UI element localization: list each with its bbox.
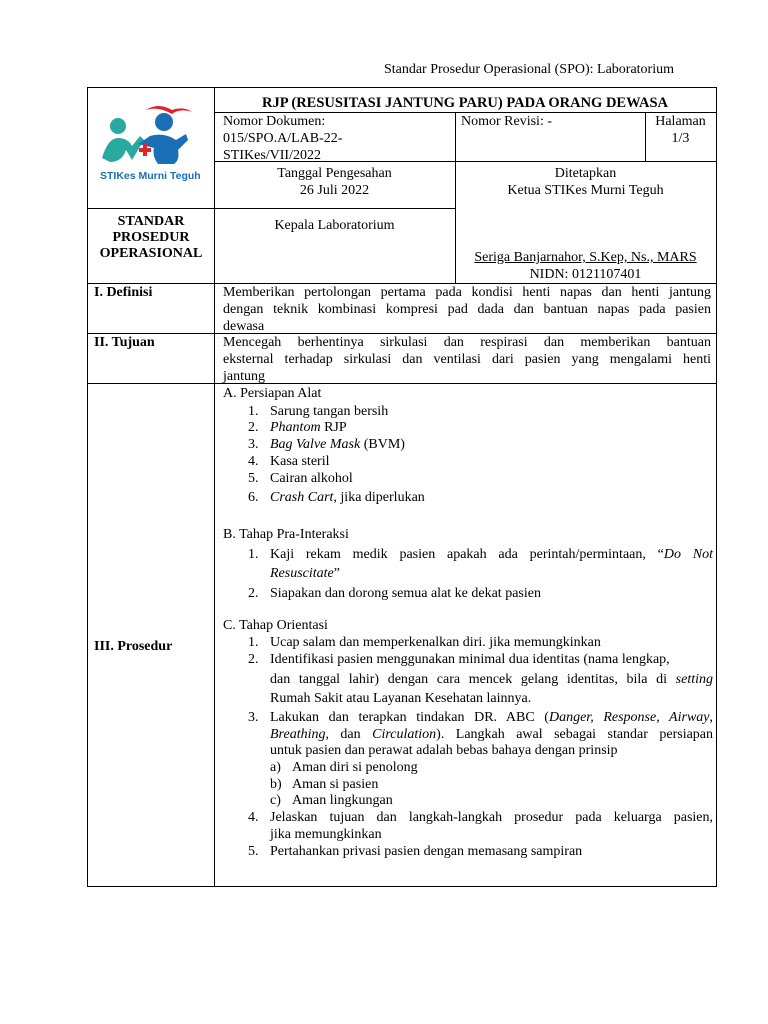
section-a-title: A. Persiapan Alat [223, 386, 322, 401]
list-item-cont: Rumah Sakit atau Layanan Kesehatan lainnya. [270, 691, 532, 706]
approval-date-value: 26 Juli 2022 [299, 183, 370, 198]
logo-text: STIKes Murni Teguh [100, 170, 201, 182]
text-line: Mencegah berhentinya sirkulasi dan respirasi dan memberikan bantuan [223, 335, 711, 350]
prosedur-content: A. Persiapan Alat 1. Sarung tangan bersih 2. Phantom RJP 3. Bag Valve Mask (BVM) 4. Kasa steril 5. Cairan alkohol 6. Crash Cart, jika diperlukan B. Tahap Pra-Interaksi 1. Kaji rekam medik pasien apakah ada perintah/permintaan, “Do Not Resuscitate” 2. Siapakan dan dorong semua alat ke dekat pasien C. Tahap Orientasi 1. Ucap salam dan memperkenalkan diri. jika memungkinkan 2. Identifikasi pasien menggunakan minimal dua identitas (nama lengkap, dan tanggal lahir) dengan cara mencek gelang identitas, bila di setting Rumah Sakit atau Layanan Kesehatan lainnya. 3. Lakukan dan terapkan tindakan DR. ABC (Danger, Response, Airway, Breathing, dan Circulation). Langkah awal sebagai standar persiapan untuk pasien dan perawat adalah bebas bahaya dengan prinsip a) Aman diri si penolong b) Aman si pasien c) Aman lingkungan 4. Jelaskan tujuan dan langkah-langkah prosedur pada keluarga pasien, jika memungkinkan 5. Pertahankan privasi pasien dengan memasang sampiran [223, 386, 714, 859]
page-value: 1/3 [671, 131, 690, 146]
signatory [455, 249, 716, 283]
text-line: dewasa [223, 319, 265, 334]
section-c-title: C. Tahap Orientasi [223, 618, 328, 633]
definisi-text [223, 284, 711, 335]
side-title [88, 214, 214, 262]
page-number [645, 113, 716, 147]
logo-people-icon [88, 88, 214, 168]
list-item-cont: dan tanggal lahir) dengan cara mencek gelang identitas, bila di setting [270, 672, 713, 687]
text-line: eksternal terhadap sirkulasi dan ventilasi dari pasien yang mengalami henti [223, 352, 711, 367]
list-item-cont: jika memungkinkan [270, 827, 382, 842]
set-by-label: Ditetapkan [554, 166, 617, 181]
doc-number-value: STIKes/VII/2022 [223, 148, 321, 163]
side-title-line: STANDAR [117, 214, 185, 229]
side-title-line: PROSEDUR [112, 230, 190, 245]
doc-number [223, 113, 342, 164]
revision-number: Nomor Revisi: - [461, 114, 552, 129]
list-item-cont: Breathing, dan Circulation). Langkah awal sebagai standar persiapan [270, 727, 714, 742]
text-line: dengan teknik kombinasi kompresi pad dada dan bantuan napas pada pasien [223, 302, 711, 317]
logo [88, 88, 214, 208]
section-b-title: B. Tahap Pra-Interaksi [223, 527, 349, 542]
tujuan-text [223, 334, 711, 385]
list-item-cont: untuk pasien dan perawat adalah bebas bahaya dengan prinsip [270, 743, 618, 758]
signatory-name: Seriga Banjarnahor, S.Kep, Ns., MARS [474, 250, 697, 265]
text-line: Memberikan pertolongan pertama pada kondisi henti napas dan henti jantung [223, 285, 711, 300]
signatory-nidn: NIDN: 0121107401 [529, 267, 642, 282]
set-by-role: Ketua STIKes Murni Teguh [507, 183, 664, 198]
document-title: RJP (RESUSITASI JANTUNG PARU) PADA ORANG DEWASA [261, 95, 669, 111]
approval-date [214, 165, 455, 199]
page-label: Halaman [655, 114, 706, 129]
prosedur-label: III. Prosedur [94, 639, 173, 654]
list-item-cont: Resuscitate” [270, 566, 340, 581]
running-header: Standar Prosedur Operasional (SPO): Laboratorium [383, 62, 674, 77]
doc-number-label: Nomor Dokumen: [223, 114, 326, 129]
tujuan-label: II. Tujuan [94, 335, 155, 350]
side-title-line: OPERASIONAL [99, 246, 203, 261]
definisi-label: I. Definisi [94, 285, 153, 300]
grid-line [88, 208, 455, 209]
spo-document-table [87, 87, 717, 887]
set-by [455, 165, 716, 199]
approval-label: Tanggal Pengesahan [277, 166, 392, 181]
text-line: jantung [223, 369, 265, 384]
approver-role: Kepala Laboratorium [274, 218, 395, 233]
doc-number-value: 015/SPO.A/LAB-22- [223, 131, 343, 146]
